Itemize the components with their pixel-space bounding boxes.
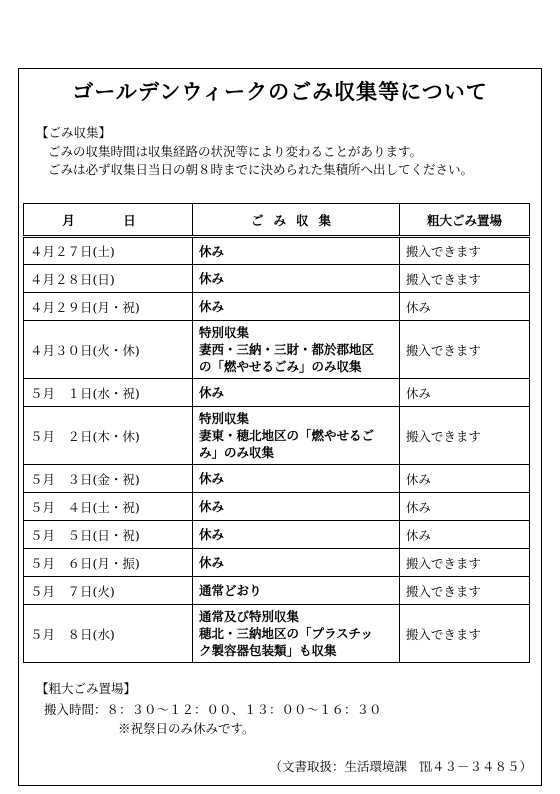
bulky-cell: 休み: [399, 521, 529, 549]
collection-cell: [193, 293, 400, 321]
bulky-cell: 搬入できます: [399, 321, 529, 379]
collection-line: ク製容器包装類」も収集: [199, 643, 337, 658]
table-row: [24, 493, 530, 521]
collection-cell: [193, 605, 400, 663]
date-cell: ４月２７日(土): [24, 237, 193, 265]
footer-contact: （文書取扱：生活環境課 ℡４３－３４８５）: [269, 759, 532, 774]
bulky-cell: 搬入できます: [399, 237, 529, 265]
date-cell: ５月 ８日(水): [24, 605, 193, 663]
collection-line: 穂北・三納地区の「プラスチッ: [199, 626, 374, 641]
collection-line: 休み: [199, 271, 225, 286]
collection-cell: [193, 321, 400, 379]
date-cell: ５月 ４日(土・祝): [24, 493, 193, 521]
schedule-table: [23, 203, 530, 663]
date-cell: ５月 ５日(日・祝): [24, 521, 193, 549]
bulky-cell: 休み: [399, 293, 529, 321]
bulky-cell: 搬入できます: [399, 407, 529, 465]
collection-cell: [193, 493, 400, 521]
collection-line: 妻東・穂北地区の「燃やせるご: [199, 428, 375, 443]
date-cell: ５月 ７日(火): [24, 577, 193, 605]
collection-line: 休み: [199, 385, 225, 400]
bulky-heading: 【粗大ごみ置場】: [36, 681, 137, 696]
collection-cell: [193, 465, 400, 493]
date-cell: ５月 ６日(月・振): [24, 549, 193, 577]
bulky-cell: 休み: [399, 379, 529, 407]
collection-cell: [193, 549, 400, 577]
collection-line: 休み: [199, 527, 225, 542]
table-row: [24, 321, 530, 379]
collection-note-deadline: ごみは必ず収集日当日の朝８時までに決められた集積所へ出してください。: [48, 162, 474, 177]
collection-line: 休み: [199, 555, 225, 570]
table-row: [24, 265, 530, 293]
bulky-cell: 休み: [399, 493, 529, 521]
bulky-cell: 搬入できます: [399, 605, 529, 663]
date-cell: ５月 １日(水・祝): [24, 379, 193, 407]
date-cell: ４月２８日(日): [24, 265, 193, 293]
bulky-cell: 搬入できます: [399, 265, 529, 293]
bulky-cell: 休み: [399, 465, 529, 493]
date-cell: ５月 ３日(金・祝): [24, 465, 193, 493]
collection-line: 通常どおり: [199, 583, 262, 598]
collection-note-time: ごみの収集時間は収集経路の状況等により変わることがあります。: [48, 144, 423, 159]
date-cell: ５月 ２日(木・休): [24, 407, 193, 465]
collection-line: 休み: [199, 299, 225, 314]
collection-cell: [193, 407, 400, 465]
bulky-cell: 搬入できます: [399, 549, 529, 577]
bulky-holiday-note: ※祝祭日のみ休みです。: [118, 721, 255, 736]
header-bulky: 粗大ごみ置場: [399, 204, 529, 237]
collection-line: 特別収集: [199, 325, 250, 340]
table-row: [24, 379, 530, 407]
table-row: [24, 293, 530, 321]
bulky-hours: 搬入時間：８：３０〜１２：００、１３：００〜１６：３０: [44, 702, 382, 717]
collection-cell: [193, 265, 400, 293]
table-row: [24, 407, 530, 465]
collection-line: 通常及び特別収集: [199, 609, 300, 624]
collection-line: 休み: [199, 471, 225, 486]
table-row: [24, 605, 530, 663]
header-collection: ごみ収集: [193, 204, 400, 237]
collection-cell: [193, 237, 400, 265]
table-row: [24, 521, 530, 549]
table-row: [24, 577, 530, 605]
collection-line: 休み: [199, 243, 225, 259]
collection-line: み」のみ収集: [199, 445, 275, 460]
collection-heading: 【ごみ収集】: [36, 125, 112, 140]
date-cell: ４月２９日(月・祝): [24, 293, 193, 321]
collection-line: 休み: [199, 499, 225, 514]
table-row: [24, 465, 530, 493]
collection-line: 妻西・三納・三財・都於郡地区: [199, 342, 375, 357]
collection-cell: [193, 521, 400, 549]
header-date: 月 日: [24, 204, 193, 237]
collection-line: 特別収集: [199, 411, 250, 426]
table-row: [24, 549, 530, 577]
table-header-row: [24, 204, 530, 237]
schedule-body: [24, 237, 530, 663]
page-title: ゴールデンウィークのごみ収集等について: [72, 80, 488, 104]
collection-cell: [193, 577, 400, 605]
collection-line: の「燃やせるごみ」のみ収集: [199, 359, 362, 374]
bulky-cell: 搬入できます: [399, 577, 529, 605]
date-cell: ４月３０日(火・休): [24, 321, 193, 379]
table-row: [24, 237, 530, 265]
collection-cell: [193, 379, 400, 407]
